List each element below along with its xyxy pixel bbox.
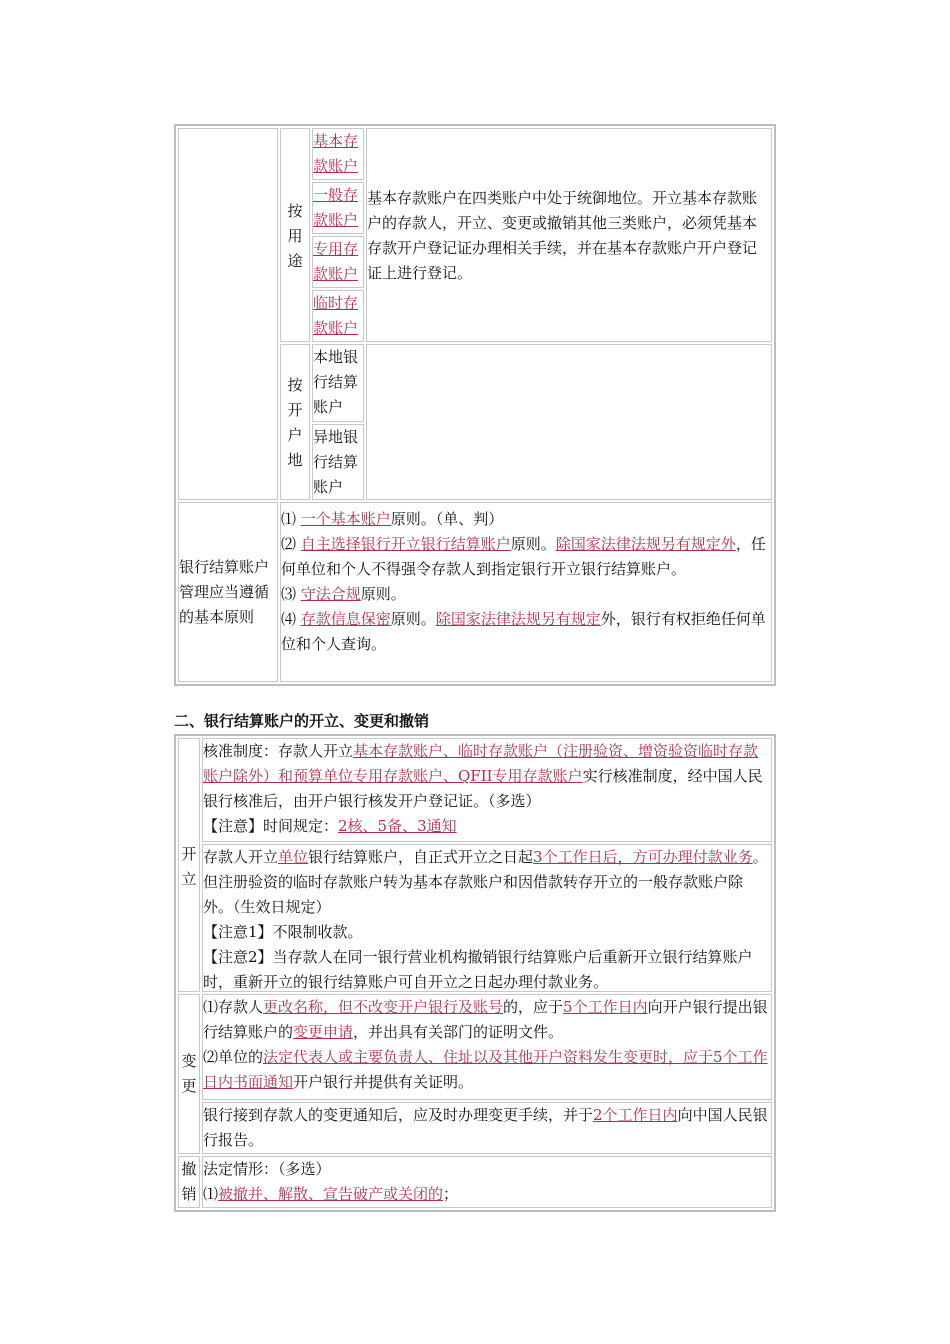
highlight-text: 存款信息保密 [300,610,391,628]
use-desc: 基本存款账户在四类账户中处于统御地位。开立基本存款账户的存款人，开立、变更或撤销其他三类账户，必须凭基本存款开户登记证办理相关手续，并在基本存款账户开户登记证上进行登记。 [367,189,758,282]
plain-text: 原则。 [510,535,556,553]
plain-text: 【注意】时间规定： [203,817,339,835]
principle-1 [281,507,771,532]
plain-text: ⑵ [281,535,301,553]
highlight-text: 2个工作日内 [593,1106,678,1124]
by-place-cell [280,344,310,500]
use-item-cell-3 [312,236,364,288]
cancel-rule-2 [203,1182,771,1207]
plain-text: ⑷ [281,610,301,628]
use-item-4 [313,291,363,341]
highlight-text: 基本存款账户 [313,132,359,175]
principle-label-cell [178,502,278,682]
use-item-1 [313,129,363,179]
principle-3 [281,582,771,607]
plain-text: ，并出具有关部门的证明文件。 [353,1023,564,1041]
highlight-text: 法定代表人或主要负责人、住址以及其他开户资料发生变更时，应于5个工作日内书面通知 [203,1048,768,1091]
highlight-text: 基本存款账户、临时存款账户（注册验资、增资验资临时存款账户除外）和预算单位专用存款账户、QFII专用存款账户 [203,742,759,785]
change-rule-3-cell [202,1102,772,1154]
highlight-text: 除国家法律法规另有规定外 [555,535,736,553]
highlight-text: 临时存款账户 [313,294,359,337]
plain-text: 开户银行并提供有关证明。 [293,1073,474,1091]
plain-text: ⑴ [281,510,301,528]
by-place-label: 按开户地 [287,376,303,469]
by-use-label: 按用途 [287,202,303,270]
principle-content-cell [280,502,772,682]
highlight-text: 守法合规 [300,585,361,603]
principle-label: 银行结算账户管理应当遵循的基本原则 [179,558,270,626]
plain-text: ⑶ [281,585,301,603]
open-label: 开立 [181,845,197,888]
cancel-rule-1: 法定情形：（多选） [203,1160,331,1178]
highlight-text: 专用存款账户 [313,240,359,283]
plain-text: 银行结算账户，自正式开立之日起 [308,848,534,866]
plain-text: 向开户银行提出银行结算账户的 [203,998,768,1041]
highlight-text: 被撤并、解散、宣告破产或关闭的 [218,1185,444,1203]
highlight-text: 一个基本账户 [300,510,391,528]
plain-text: ； [443,1185,459,1203]
highlight-text: 一般存款账户 [313,186,359,229]
cancel-label: 撤销 [181,1160,197,1203]
change-label-cell [178,994,200,1154]
change-label: 变更 [181,1052,197,1095]
place-item-2: 异地银行结算账户 [313,428,359,496]
open-label-cell [178,738,200,992]
plain-text: ⑵单位的 [203,1048,264,1066]
open-rule-2-cell [202,844,772,992]
highlight-text: 5个工作日内 [563,998,648,1016]
plain-text: ，任何单位和个人不得强令存款人到指定银行开立银行结算账户。 [281,535,766,578]
use-item-2 [313,183,363,233]
open-rule-1 [203,739,771,814]
use-desc-cell [366,128,772,342]
open-rule-2-note1: 【注意1】不限制收款。 [203,923,363,941]
place-desc-cell [366,344,772,500]
use-item-cell-1 [312,128,364,180]
highlight-text: 2核、5备、3通知 [338,817,457,835]
plain-text: 外，银行有权拒绝任何单位和个人查询。 [281,610,766,653]
open-rule-1-note [203,814,771,839]
change-rule-1-cell [202,994,772,1100]
highlight-text: 变更申请 [293,1023,354,1041]
plain-text: 存款人开立 [203,848,279,866]
use-item-cell-4 [312,290,364,342]
highlight-text: 3个工作日后，方可办理付款业务 [533,848,753,866]
open-rule-1-cell [202,738,772,842]
plain-text: 向中国人民银行报告。 [203,1106,768,1149]
open-rule-2 [203,845,771,920]
use-item-3 [313,237,363,287]
plain-text: 核准制度：存款人开立 [203,742,354,760]
highlight-text: 除国家法律法规另有规定 [435,610,601,628]
plain-text: 原则。（单、判） [390,510,504,528]
highlight-text: 更改名称，但不改变开户银行及账号 [263,998,504,1016]
plain-text: 原则。 [390,610,436,628]
plain-text: 的，应于 [503,998,564,1016]
section2-title: 二、银行结算账户的开立、变更和撤销 [174,712,430,730]
change-rule-2 [203,1045,771,1095]
plain-text: ⑴存款人 [203,998,264,1016]
plain-text: 。但注册验资的临时存款账户转为基本存款账户和因借款转存开立的一般存款账户除外。（生效日规定） [203,848,768,916]
place-item-1: 本地银行结算账户 [313,348,359,416]
cancel-label-cell [178,1156,200,1208]
change-rule-3 [203,1103,771,1153]
cancel-rule-cell [202,1156,772,1208]
left-blank-cell [178,128,278,500]
plain-text: 实行核准制度，经中国人民银行核准后，由开户银行核发开户登记证。（多选） [203,767,763,810]
use-item-cell-2 [312,182,364,234]
principle-4 [281,607,771,657]
highlight-text: 单位 [278,848,309,866]
open-rule-2-note2: 【注意2】当存款人在同一银行营业机构撤销银行结算账户后重新开立银行结算账户时，重新开立的银行结算账户可自开立之日起办理付款业务。 [203,948,753,991]
highlight-text: 自主选择银行开立银行结算账户 [300,535,511,553]
principle-2 [281,532,771,582]
plain-text: 银行接到存款人的变更通知后，应及时办理变更手续，并于 [203,1106,594,1124]
plain-text: 原则。 [360,585,406,603]
by-use-cell [280,128,310,342]
change-rule-1 [203,995,771,1045]
place-item-cell-1 [312,344,364,422]
place-item-cell-2 [312,424,364,500]
plain-text: ⑴ [203,1185,219,1203]
